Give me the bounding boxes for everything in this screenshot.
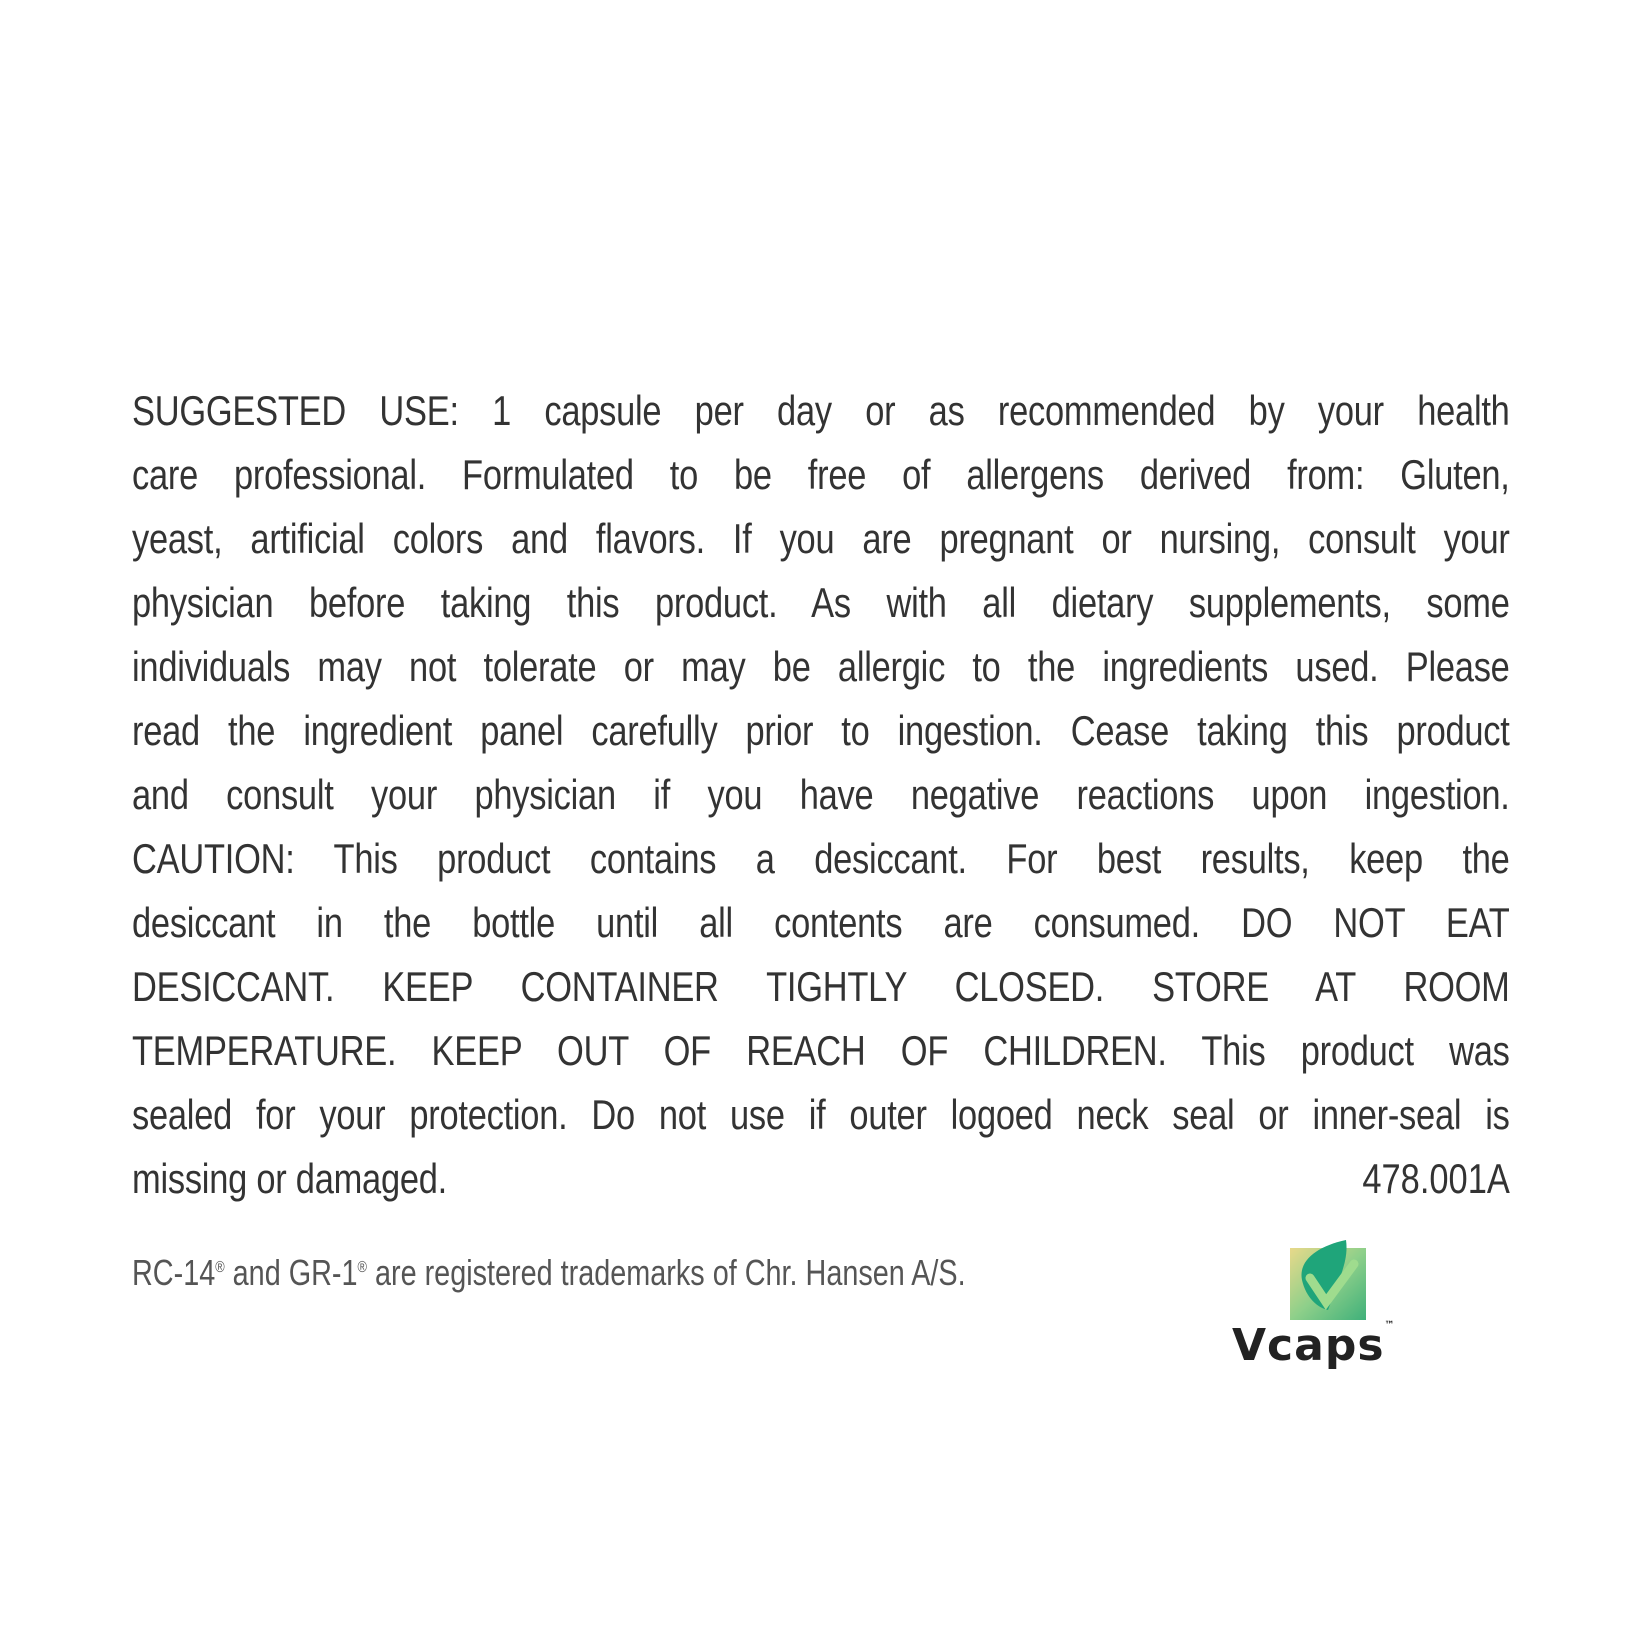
text-line: TEMPERATURE. KEEP OUT OF REACH OF CHILDREN. This product was bbox=[132, 1027, 1510, 1074]
trademark-rc14: RC-14 bbox=[132, 1252, 216, 1293]
text-line: read the ingredient panel carefully prior to ingestion. Cease taking this product bbox=[132, 707, 1510, 754]
text-line: individuals may not tolerate or may be allergic to the ingredients used. Please bbox=[132, 643, 1510, 690]
trademark-notice bbox=[132, 1252, 966, 1294]
product-code: 478.001A bbox=[1362, 1155, 1510, 1202]
vcaps-logo bbox=[1232, 1238, 1422, 1378]
text-line: yeast, artificial colors and flavors. If you are pregnant or nursing, consult your bbox=[132, 515, 1510, 562]
text-line: sealed for your protection. Do not use if outer logoed neck seal or inner-seal is bbox=[132, 1091, 1510, 1138]
text-line: and consult your physician if you have negative reactions upon ingestion. bbox=[132, 771, 1510, 818]
text-line: physician before taking this product. As with all dietary supplements, some bbox=[132, 579, 1510, 626]
text-line: CAUTION: This product contains a desiccant. For best results, keep the bbox=[132, 835, 1510, 882]
suggested-use-text bbox=[132, 379, 1510, 1211]
text-line: SUGGESTED USE: 1 capsule per day or as recommended by your health bbox=[132, 387, 1510, 434]
registered-mark: ® bbox=[357, 1259, 367, 1276]
trademark-text: are registered trademarks of Chr. Hansen A/S. bbox=[366, 1252, 966, 1293]
text-line: care professional. Formulated to be free of allergens derived from: Gluten, bbox=[132, 451, 1510, 498]
leaf-check-icon bbox=[1288, 1238, 1370, 1322]
trademark-symbol: ™ bbox=[1384, 1320, 1396, 1331]
text-line: DESICCANT. KEEP CONTAINER TIGHTLY CLOSED. STORE AT ROOM bbox=[132, 963, 1510, 1010]
trademark-gr1: and GR-1 bbox=[224, 1252, 358, 1293]
text-line: missing or damaged. 478.001A bbox=[132, 1147, 1510, 1211]
logo-text: Vcaps bbox=[1232, 1320, 1385, 1371]
vcaps-wordmark bbox=[1232, 1320, 1396, 1371]
text-line: desiccant in the bottle until all contents are consumed. DO NOT EAT bbox=[132, 899, 1510, 946]
registered-mark: ® bbox=[215, 1259, 225, 1276]
